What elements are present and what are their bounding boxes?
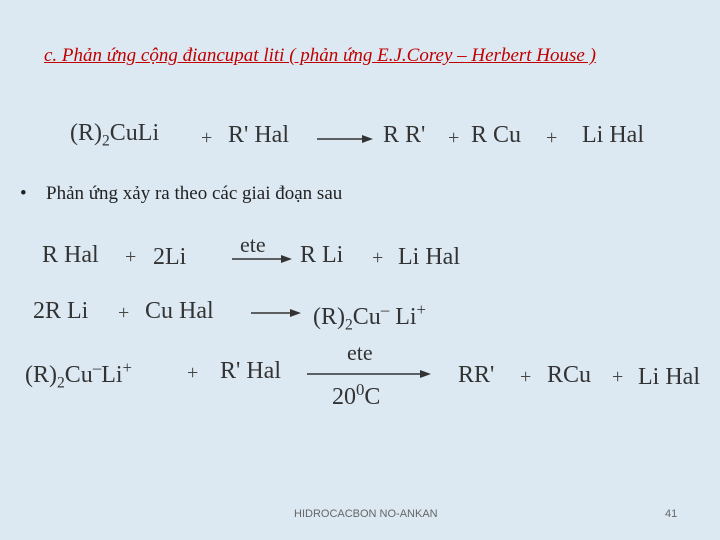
step3-temp-unit: C (364, 384, 381, 411)
main-cuprate-r: (R) (70, 120, 102, 146)
footer-title: HIDROCACBON NO-ANKAN (294, 508, 438, 520)
step1-product-lihal: Li Hal (398, 244, 460, 270)
step3-reaction-arrow (306, 368, 432, 380)
page-number: 41 (665, 508, 678, 520)
main-reaction-arrow (316, 132, 374, 146)
main-product-rcu: R Cu (471, 122, 522, 148)
main-product-lihal: Li Hal (582, 122, 644, 148)
step3-reactant-cuprate (25, 358, 132, 393)
main-plus-1: + (201, 127, 213, 149)
step1-reactant-rhal: R Hal (42, 242, 99, 268)
step2-product-li: Li (389, 304, 417, 331)
step2-reactant-rli: 2R Li (33, 298, 89, 324)
step1-plus-2: + (372, 247, 384, 269)
step3-product-rr: RR' (458, 362, 495, 388)
main-plus-2: + (448, 127, 460, 149)
step1-reaction-arrow (231, 253, 293, 265)
step2-product-minus: – (380, 300, 390, 319)
step2-reactant-cuhal: Cu Hal (145, 298, 214, 324)
step3-condition-ete: ete (347, 340, 373, 365)
slide-title: c. Phản ứng cộng điancupat liti ( phản ứng E.J.Corey – Herbert House ) (44, 45, 596, 66)
step2-product-plus: + (416, 300, 426, 319)
step2-product-sub: 2 (345, 316, 353, 334)
bullet-icon: • (20, 183, 27, 204)
main-plus-3: + (546, 127, 558, 149)
bullet-text: Phản ứng xảy ra theo các giai đoạn sau (46, 183, 343, 204)
step3-temp-value: 20 (332, 384, 356, 411)
step3-reactant-plus: + (122, 358, 132, 377)
step1-plus-1: + (125, 246, 137, 268)
step3-product-rcu: RCu (547, 362, 592, 388)
step2-reaction-arrow (250, 307, 302, 319)
step3-reactant-rhal: R' Hal (220, 358, 281, 384)
step1-product-rli: R Li (300, 242, 344, 268)
main-reactant-cuprate (70, 120, 159, 150)
step3-plus-3: + (612, 366, 624, 388)
main-cuprate-sub: 2 (102, 132, 110, 150)
step2-product-cuprate (313, 300, 426, 335)
step2-product-r: (R) (313, 304, 345, 331)
step3-temp-degree: 0 (356, 380, 365, 399)
step3-plus-1: + (187, 362, 199, 384)
step1-reactant-li: 2Li (153, 244, 187, 270)
step3-reactant-r: (R) (25, 362, 57, 389)
step3-reactant-cu: Cu (64, 362, 93, 389)
step3-product-lihal: Li Hal (638, 364, 700, 390)
step3-condition-temperature (332, 380, 380, 411)
main-product-rr: R R' (383, 122, 426, 148)
step3-reactant-minus: – (92, 358, 102, 377)
step3-plus-2: + (520, 366, 532, 388)
step2-plus: + (118, 302, 130, 324)
main-cuprate-culi: CuLi (109, 120, 160, 146)
step1-condition-ete: ete (240, 232, 266, 257)
step3-reactant-sub: 2 (57, 374, 65, 392)
main-reactant-rhal: R' Hal (228, 122, 289, 148)
step2-product-cu: Cu (352, 304, 381, 331)
step3-reactant-li: Li (101, 362, 123, 389)
